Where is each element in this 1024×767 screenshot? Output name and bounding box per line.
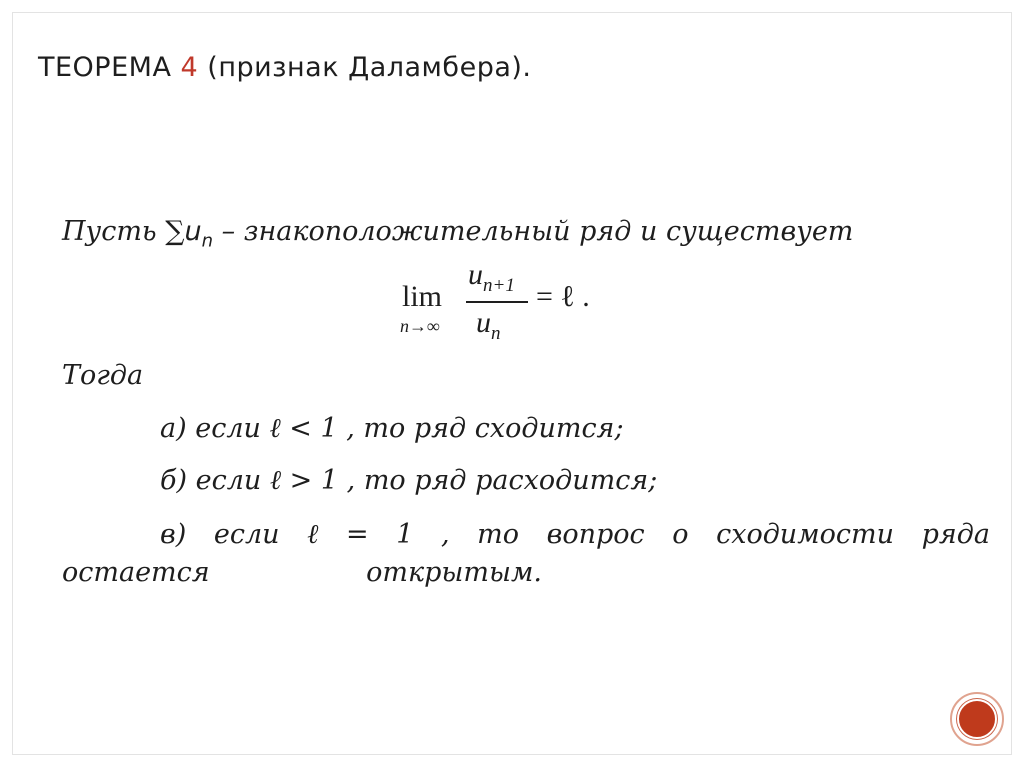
case-v-word: если	[213, 519, 280, 550]
slide-title	[38, 52, 532, 83]
fraction-numerator: $u_{n+1}$	[468, 258, 515, 296]
case-v-word: остается	[62, 557, 210, 588]
title-prefix: ТЕОРЕМА	[38, 52, 172, 83]
slide-nav-button[interactable]	[950, 692, 1004, 746]
case-v	[160, 519, 990, 550]
series-term: $u_n$	[184, 216, 214, 252]
fraction-denominator: $u_n$	[476, 306, 501, 344]
title-suffix: (признак Даламбера).	[207, 52, 532, 83]
case-v-word: ,	[440, 519, 450, 550]
case-v-word: сходимости	[716, 519, 894, 550]
slide-frame	[12, 12, 1012, 755]
theorem-number: 4	[180, 52, 199, 83]
statement-rest: – знакоположительный ряд и существует	[221, 216, 854, 247]
statement-line	[62, 216, 853, 251]
then-label: Тогда	[62, 360, 144, 391]
case-a: а) если ℓ < 1 , то ряд сходится;	[160, 413, 624, 444]
case-v-continuation	[62, 557, 542, 588]
limit-formula	[400, 258, 660, 358]
case-v-word: открытым.	[366, 557, 542, 588]
case-v-word: 1	[396, 519, 414, 550]
statement-lead: Пусть	[62, 216, 157, 247]
case-v-word: то	[477, 519, 520, 550]
case-v-word: ℓ	[307, 519, 319, 550]
sum-symbol: ∑	[165, 216, 185, 247]
case-b: б) если ℓ > 1 , то ряд расходится;	[160, 465, 658, 496]
lim-operator: lim	[402, 280, 443, 313]
lim-subscript: n→∞	[400, 316, 440, 336]
formula-rhs: = ℓ .	[536, 280, 590, 313]
case-v-word: =	[345, 519, 369, 550]
nav-button-core[interactable]	[957, 699, 997, 739]
case-v-word: о	[672, 519, 689, 550]
case-v-word: вопрос	[546, 519, 645, 550]
case-v-word: в)	[160, 519, 187, 550]
fraction-bar	[466, 301, 528, 303]
case-v-word: ряда	[921, 519, 990, 550]
